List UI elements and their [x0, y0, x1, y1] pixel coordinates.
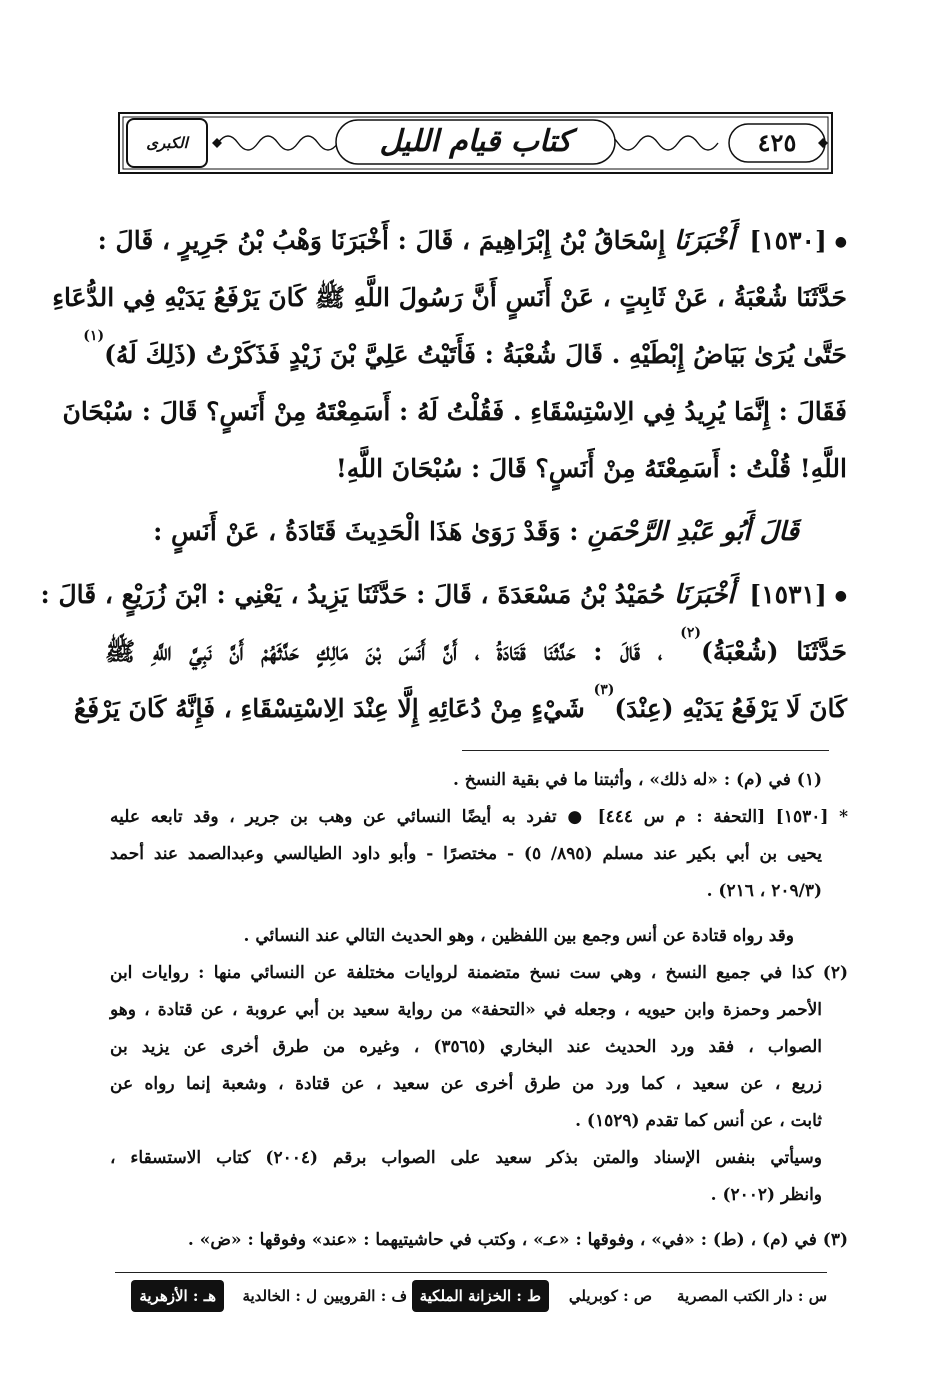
text-line [40, 566, 847, 623]
text-line [62, 383, 847, 440]
line-text: فَقَالَ : إِنَّمَا يُرِيدُ فِي الِاسْتِسْقَاءِ . فَقُلْتُ لَهُ : أَسَمِعْتَهُ مِنْ أَنَسٍ؟ قَالَ : سُبْحَانَ [62, 397, 847, 426]
text-line [52, 269, 847, 326]
footnote-line: الصواب ، فقد ورد الحديث عند البخاري (٣٥٦٥) ، وغيره من طرق أخرى عن يزيد بن [110, 1037, 822, 1057]
page-title: كتاب قيام الليل [379, 124, 572, 159]
hadith-number: [١٥٣٠] [749, 226, 827, 255]
line-text: شَيْءٍ مِنْ دُعَائِهِ إِلَّا عِنْدَ الِاسْتِسْقَاءِ ، فَإِنَّهُ كَانَ يَرْفَعُ [73, 694, 585, 723]
footnote-line: (٣) في (م) ، (ط) : «في» ، وفوقها : «عـ» ، وكتب في حاشيتيهما : «عند» وفوقها : «ض» . [187, 1230, 848, 1250]
text-line [105, 623, 847, 680]
text-line [73, 680, 847, 737]
page-number: ٤٢٥ [757, 128, 797, 157]
footnotes [110, 762, 848, 1259]
legend-item-t: ط : الخزانة الملكية [412, 1280, 549, 1312]
footnote-line: (٢٠٩/٣ ، ٢١٦) . [706, 881, 822, 901]
line-text: كَانَ لَا يَرْفَعُ يَدَيْهِ (عِنْدَ) [614, 694, 847, 723]
line-text: حَدَّثَنَا (شُعْبَةُ) [700, 637, 847, 666]
page-header [118, 112, 833, 174]
line-text: حُمَيْدُ بْنُ مَسْعَدَةَ ، قَالَ : حَدَّثَنَا يَزِيدُ ، يَعْنِي : ابْنَ زُرَيْعٍ ، قَالَ : [40, 580, 666, 609]
text-line [97, 212, 847, 269]
footnote-line: زريع ، عن سعيد ، كما ورد من طرق أخرى عن سعيد ، عن قتادة ، وشعبة إنما رواه عن [110, 1074, 822, 1094]
line-text: حَتَّىٰ يُرَىٰ بَيَاضُ إِبْطَيْهِ . قَالَ شُعْبَةُ : فَأَتَيْتُ عَلِيَّ بْنَ زَيْدٍ فَذَكَرْتُ (ذَلِكَ لَهُ) [104, 340, 847, 369]
footnote-line: * [١٥٣٠] [التحفة : م س ٤٤٤] ● تفرد به أيضًا النسائي عن وهب بن جرير ، وقد تابعه عليه [110, 807, 848, 827]
text-line [83, 326, 847, 383]
legend-item-l: ل : الخالدية [242, 1287, 317, 1305]
bullet-icon: ● [834, 588, 847, 604]
footnote-line: وانظر (٢٠٠٢) . [710, 1185, 822, 1205]
legend-divider [115, 1272, 827, 1273]
akhbarana-word: أَخْبَرَنَا [674, 580, 735, 610]
footnote-line: ثابت ، عن أنس كما تقدم (١٥٢٩) . [575, 1111, 822, 1131]
akhbarana-word: أَخْبَرَنَا [674, 226, 735, 256]
footnote-line: (٢) كذا في جميع النسخ ، وهي ست نسخ متضمنة لروايات مختلفة عن النسائي منها : روايات ابن [110, 963, 848, 983]
line-text: : وَقَدْ رَوَىٰ هَذَا الْحَدِيثَ قَتَادَةُ ، عَنْ أَنَسٍ : [153, 517, 579, 546]
line-text: ، قَالَ : حَدَّثَنَا قَتَادَةُ ، أَنَّ أَنَسَ بْنَ مَالِكٍ حَدَّثَهُمْ أَنَّ نَبِيَّ اللَّهِ ﷺ [105, 637, 663, 666]
footnote-ref: (٣) [593, 682, 615, 698]
footnote-ref: (٢) [680, 625, 701, 641]
line-text: اللَّهِ! قُلْتُ : أَسَمِعْتَهُ مِنْ أَنَسٍ؟ قَالَ : سُبْحَانَ اللَّهِ! [335, 454, 847, 483]
footnote-line: (١) في (م) : «له ذلك» ، وأثبتنا ما في بقية النسخ . [452, 770, 822, 790]
hadith-number: [١٥٣١] [749, 580, 827, 609]
footnote-line: الأحمر وحمزة وابن حيويه ، وجعله في «التحفة» من رواية سعيد بن أبي عروبة ، عن قتادة ، وهو [110, 1000, 822, 1020]
footnote-line: وسيأتي بنفس الإسناد والمتن بذكر سعيد على الصواب برقم (٢٠٠٤) كتاب الاستسقاء ، [110, 1148, 822, 1168]
legend-item-h: هـ : الأزهرية [131, 1280, 224, 1312]
author-comment-lead: قَالَ أَبُو عَبْدِ الرَّحْمَنِ [587, 517, 799, 547]
footnote-ref: (١) [83, 328, 105, 344]
legend-item-s2: ص : كوبريلي [568, 1287, 652, 1305]
footnote-line: وقد رواه قتادة عن أنس وجمع بين اللفظين ، وهو الحديث التالي عند النسائي . [243, 926, 794, 946]
footnote-line: يحيى بن أبي بكير عند مسلم (٨٩٥/ ٥) - مختصرًا - وأبو داود الطيالسي وعبدالصمد عند أحمد [110, 844, 822, 864]
line-text: إِسْحَاقُ بْنُ إِبْرَاهِيمَ ، قَالَ : أَخْبَرَنَا وَهْبُ بْنُ جَرِيرٍ ، قَالَ : [97, 226, 666, 255]
text-line [105, 440, 847, 497]
bullet-icon: ● [834, 234, 847, 250]
legend-item-f: ف : القرويين [323, 1287, 407, 1305]
manuscript-legend [115, 1280, 827, 1314]
footnote-divider [462, 750, 829, 751]
text-line [105, 503, 847, 560]
line-text: حَدَّثَنَا شُعْبَةُ ، عَنْ ثَابِتٍ ، عَنْ أَنَسٍ أَنَّ رَسُولَ اللَّهِ ﷺ كَانَ يَرْفَعُ يَدَيْهِ فِي الدُّعَاءِ [52, 283, 847, 312]
hadith-text [40, 212, 847, 737]
legend-item-s: س : دار الكتب المصرية [676, 1287, 827, 1305]
emblem-logo: الكبرى [126, 118, 208, 168]
